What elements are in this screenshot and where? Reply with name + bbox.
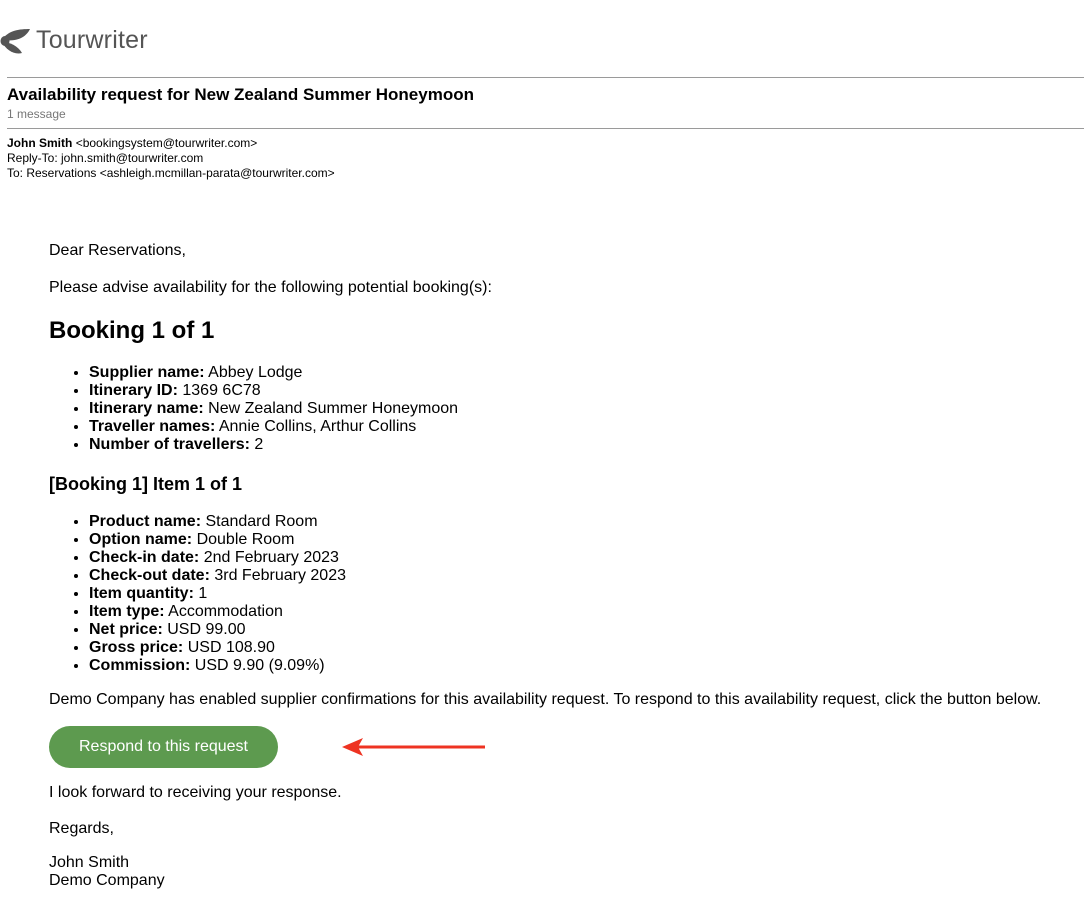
- greeting: Dear Reservations,: [49, 242, 186, 259]
- confirmation-note: Demo Company has enabled supplier confirmations for this availability request. To respond to this availability request, click the button below.: [49, 691, 1042, 708]
- email-subject: Availability request for New Zealand Summer Honeymoon: [7, 85, 474, 104]
- list-item: • Check-out date: 3rd February 2023: [89, 567, 346, 585]
- list-item: • Item quantity: 1: [89, 585, 346, 603]
- brand-name: Tourwriter: [36, 25, 148, 54]
- closing-text: I look forward to receiving your response.: [49, 784, 342, 801]
- subject-divider: [7, 128, 1084, 129]
- arrow-icon: [341, 736, 487, 758]
- sender-line: [7, 136, 257, 151]
- tourwriter-logo: [0, 20, 148, 60]
- list-item: • Net price: USD 99.00: [89, 621, 346, 639]
- list-item: • Traveller names: Annie Collins, Arthur Collins: [89, 418, 458, 436]
- list-item: • Commission: USD 9.90 (9.09%): [89, 657, 346, 675]
- list-item: • Item type: Accommodation: [89, 603, 346, 621]
- list-item: • Gross price: USD 108.90: [89, 639, 346, 657]
- intro-text: Please advise availability for the following potential booking(s):: [49, 279, 492, 296]
- booking-heading: Booking 1 of 1: [49, 317, 215, 344]
- signature-name: John Smith: [49, 854, 130, 871]
- list-item: • Product name: Standard Room: [89, 513, 346, 531]
- booking-details-list: [49, 364, 458, 454]
- sender-name: John Smith: [7, 136, 73, 150]
- list-item: • Option name: Double Room: [89, 531, 346, 549]
- respond-button[interactable]: Respond to this request: [49, 726, 278, 768]
- list-item: • Check-in date: 2nd February 2023: [89, 549, 346, 567]
- tourwriter-droplets-icon: [0, 20, 34, 60]
- list-item: • Supplier name: Abbey Lodge: [89, 364, 458, 382]
- item-heading: [Booking 1] Item 1 of 1: [49, 474, 243, 494]
- item-details-list: [49, 513, 346, 675]
- recipient-line: To: Reservations <ashleigh.mcmillan-parata@tourwriter.com>: [7, 166, 335, 180]
- header-divider: [7, 77, 1084, 78]
- message-count: 1 message: [7, 107, 66, 121]
- signature-company: Demo Company: [49, 872, 165, 889]
- list-item: • Itinerary name: New Zealand Summer Honeymoon: [89, 400, 458, 418]
- list-item: • Itinerary ID: 1369 6C78: [89, 382, 458, 400]
- regards-text: Regards,: [49, 820, 114, 837]
- list-item: • Number of travellers: 2: [89, 436, 458, 454]
- sender-address: <bookingsystem@tourwriter.com>: [75, 136, 258, 150]
- reply-to-line: Reply-To: john.smith@tourwriter.com: [7, 151, 204, 165]
